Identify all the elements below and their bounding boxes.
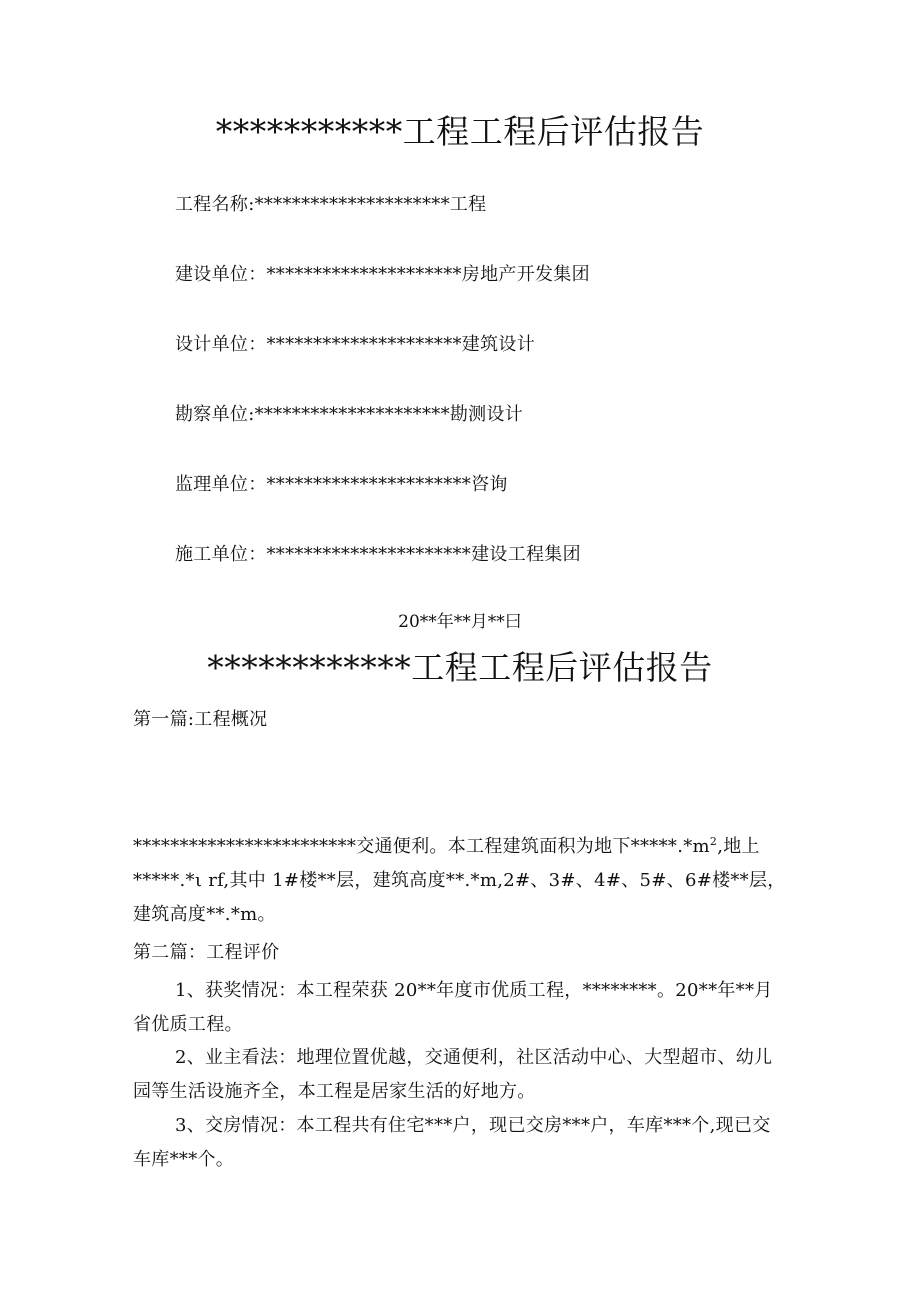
- award-line-1: 1、获奖情况：本工程荣获 20**年度市优质工程，********。20**年**月: [175, 980, 773, 1001]
- field-value: *********************工程: [254, 194, 487, 215]
- field-supervisor: [175, 470, 508, 496]
- handover-line-1: 3、交房情况：本工程共有住宅***户，现已交房***户，车库***个,现已交: [175, 1115, 771, 1136]
- overview-text: ,地上: [717, 836, 760, 857]
- superscript: 2: [709, 835, 718, 848]
- award-line-2: 省优质工程。: [133, 1014, 243, 1035]
- handover-line-2: 车库***个。: [133, 1149, 235, 1170]
- field-project-name: [175, 190, 486, 216]
- field-value: **********************咨询: [266, 474, 508, 495]
- report-title: ************工程工程后评估报告: [207, 648, 713, 687]
- part2-heading: 第二篇：工程评价: [133, 942, 280, 963]
- field-label: 监理单位：: [175, 474, 267, 495]
- field-surveyor: [175, 400, 523, 426]
- cover-date: 20**年**月**曰: [398, 612, 522, 632]
- field-label: 勘察单位:: [175, 404, 255, 425]
- field-label: 设计单位：: [175, 334, 267, 355]
- field-label: 施工单位：: [175, 544, 267, 565]
- owner-view-line-2: 园等生活设施齐全，本工程是居家生活的好地方。: [133, 1081, 536, 1102]
- field-value: *********************建筑设计: [266, 334, 535, 355]
- part1-heading: 第一篇:工程概况: [133, 709, 268, 730]
- overview-text: ************************交通便利。本工程建筑面积为地下*****.*m: [133, 836, 710, 857]
- field-contractor: [175, 540, 581, 566]
- overview-line-1: [133, 832, 760, 858]
- cover-title: ***********工程工程后评估报告: [215, 112, 705, 151]
- owner-view-line-1: 2、业主看法：地理位置优越，交通便利，社区活动中心、大型超市、幼儿: [175, 1047, 773, 1068]
- field-developer: [175, 260, 590, 286]
- field-value: *********************勘测设计: [254, 404, 524, 425]
- field-designer: [175, 330, 535, 356]
- overview-line-3: 建筑高度**.*m。: [133, 904, 276, 925]
- field-label: 工程名称:: [175, 194, 255, 215]
- field-value: *********************房地产开发集团: [266, 264, 590, 285]
- field-label: 建设单位：: [175, 264, 267, 285]
- field-value: **********************建设工程集团: [266, 544, 581, 565]
- overview-line-2: *****.*ι rf,其中 1#楼**层，建筑高度**.*m,2#、3#、4#、5#、6#楼**层，: [133, 870, 786, 891]
